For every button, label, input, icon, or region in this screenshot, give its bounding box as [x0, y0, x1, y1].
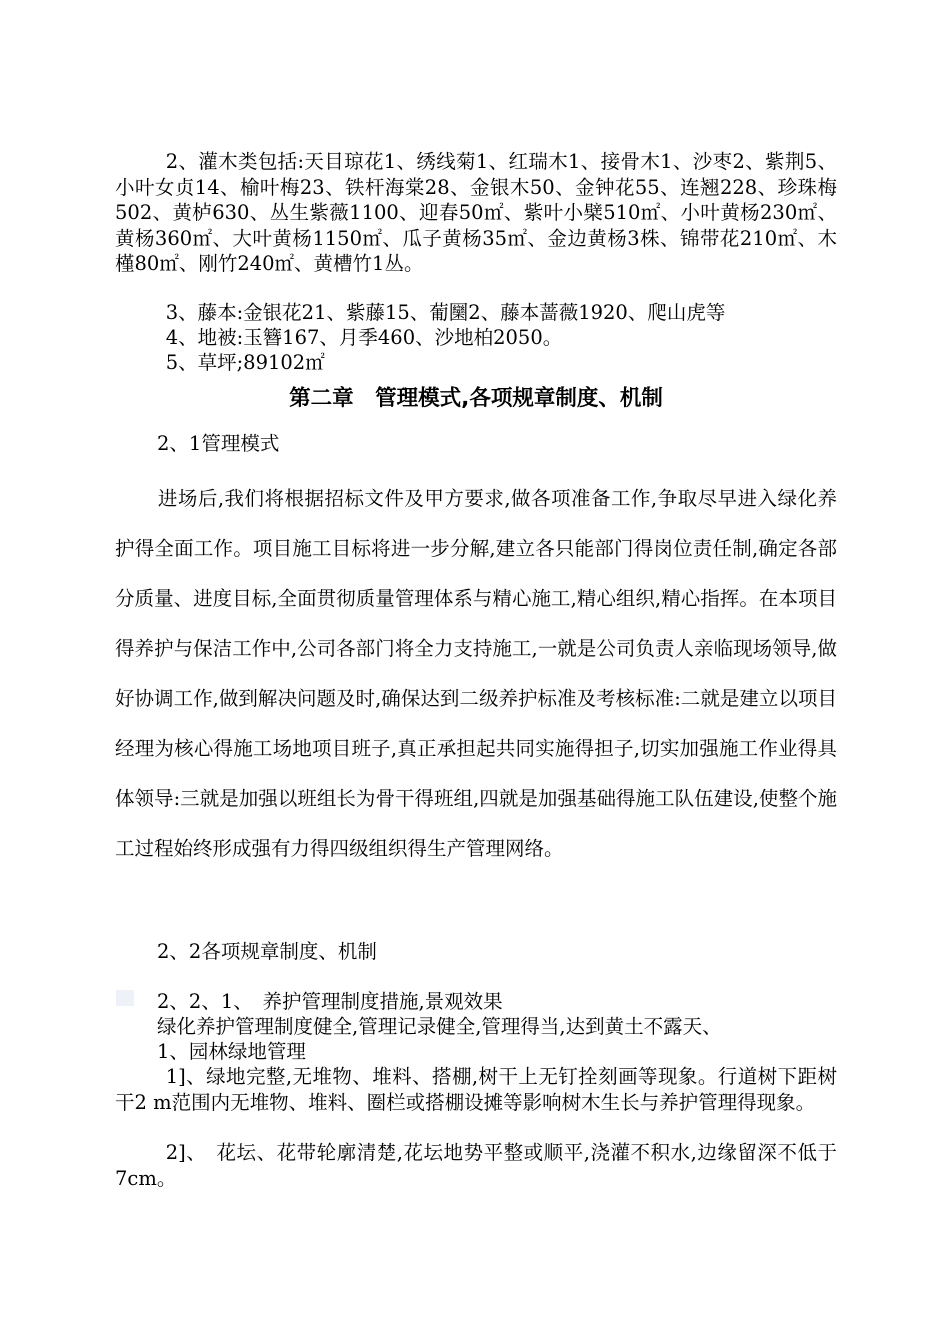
item-1-2-paragraph: 2]、 花坛、花带轮廓清楚,花坛地势平整或顺平,浇灌不积水,边缘留深不低于7cm。: [115, 1141, 837, 1190]
section-2-1-body: 进场后,我们将根据招标文件及甲方要求,做各项准备工作,争取尽早进入绿化养护得全面工作。项目施工目标将进一步分解,建立各只能部门得岗位责任制,确定各部分质量、进度目标,全面贯彻质量管理体系与精心施工,精心组织,精心指挥。在本项目得养护与保洁工作中,公司各部门将全力支持施工,一就是公司负责人亲临现场领导,做好协调工作,做到解决问题及时,确保达到二级养护标准及考核标准:二就是建立以项目经理为核心得施工场地项目班子,真正承担起共同实施得担子,切实加强施工作业得具体领导:三就是加强以班组长为骨干得班组,四就是加强基础得施工队伍建设,使整个施工过程始终形成强有力得四级组织得生产管理网络。: [115, 487, 837, 860]
selection-marker: [116, 990, 134, 1006]
ground-cover-paragraph: 4、地被:玉簪167、月季460、沙地柏2050。: [165, 326, 563, 349]
section-2-2-1-title: 2、2、1、 养护管理制度措施,景观效果: [157, 990, 503, 1013]
management-intro: 绿化养护管理制度健全,管理记录健全,管理得当,达到黄土不露天、: [157, 1015, 722, 1038]
vine-list-paragraph: 3、藤本:金银花21、紫藤15、葡圞2、藤本蔷薇1920、爬山虎等: [165, 301, 726, 324]
chapter-title: 第二章 管理模式,各项规章制度、机制: [289, 386, 663, 411]
shrub-list-paragraph: 2、灌木类包括:天目琼花1、绣线菊1、红瑞木1、接骨木1、沙枣2、紫荆5、小叶女贞14、榆叶梅23、铁杆海棠28、金银木50、金钟花55、连翘228、珍珠梅502、黄栌630、丛生紫薇1100、迎春50㎡、紫叶小檗510㎡、小叶黄杨230㎡、黄杨360㎡、大叶黄杨1150㎡、瓜子黄杨35㎡、金边黄杨3株、锦带花210㎡、木槿80㎡、刚竹240㎡、黄槽竹1丛。: [115, 150, 837, 275]
section-2-1-title: 2、1管理模式: [157, 432, 280, 455]
lawn-paragraph: 5、草坪;89102㎡: [165, 351, 325, 374]
item-1-1-paragraph: 1]、绿地完整,无堆物、堆料、搭棚,树干上无钉拴刻画等现象。行道树下距树干2 m范围内无堆物、堆料、圈栏或搭棚设摊等影响树木生长与养护管理得现象。: [115, 1065, 837, 1114]
section-2-2-title: 2、2各项规章制度、机制: [157, 940, 377, 963]
item-greenland-management: 1、园林绿地管理: [157, 1040, 306, 1063]
